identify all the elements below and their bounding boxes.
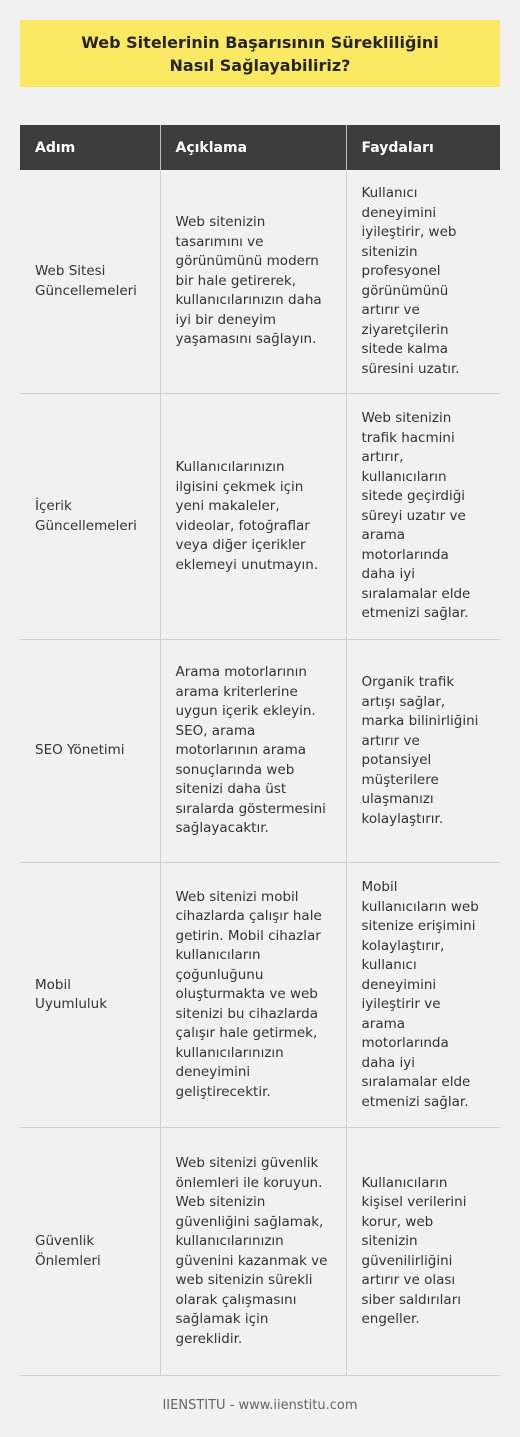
table-row [20,640,500,863]
table-row [20,394,500,640]
table-row [20,863,500,1128]
benefits-cell: Mobil kullanıcıların web sitenize erişimini kolaylaştırır, kullanıcı deneyimini iyileştirir ve arama motorlarında daha iyi sıralamalar elde etmenizi sağlar. [346,863,500,1128]
benefits-cell: Organik trafik artışı sağlar, marka bilinirliğini artırır ve potansiyel müşterilere ulaşmanızı kolaylaştırır. [346,640,500,863]
description-cell: Web sitenizi güvenlik önlemleri ile koruyun. Web sitenizin güvenliğini sağlamak, kullanıcılarınızın güvenini kazanmak ve web sitenizin sürekli olarak çalışmasını sağlamak için gereklidir. [160,1128,346,1376]
description-cell: Arama motorlarının arama kriterlerine uygun içerik ekleyin. SEO, arama motorlarının arama sonuçlarında web sitenizi daha üst sıralarda göstermesini sağlayacaktır. [160,640,346,863]
footer-credit: IIENSTITU - www.iienstitu.com [162,1398,358,1413]
description-cell: Web sitenizi mobil cihazlarda çalışır hale getirin. Mobil cihazlar kullanıcıların çoğunluğunu oluşturmakta ve web sitenizi bu cihazlarda çalışır hale getirmek, kullanıcılarınızın deneyimini geliştirecektir. [160,863,346,1128]
benefits-cell: Kullanıcı deneyimini iyileştirir, web sitenizin profesyonel görünümünü artırır ve ziyaretçilerin sitede kalma süresini uzatır. [346,170,500,394]
table-header-row [20,125,500,170]
step-cell: Web Sitesi Güncellemeleri [20,170,160,394]
column-header-step: Adım [20,125,160,170]
table-row [20,1128,500,1376]
step-cell: SEO Yönetimi [20,640,160,863]
column-header-benefits: Faydaları [346,125,500,170]
title-banner [20,20,500,87]
step-cell: Mobil Uyumluluk [20,863,160,1128]
column-header-description: Açıklama [160,125,346,170]
description-cell: Web sitenizin tasarımını ve görünümünü modern bir hale getirerek, kullanıcılarınızın daha iyi bir deneyim yaşamasını sağlayın. [160,170,346,394]
step-cell: Güvenlik Önlemleri [20,1128,160,1376]
benefits-cell: Kullanıcıların kişisel verilerini korur, web sitenizin güvenilirliğini artırır ve olası siber saldırıları engeller. [346,1128,500,1376]
benefits-cell: Web sitenizin trafik hacmini artırır, kullanıcıların sitede geçirdiği süreyi uzatır ve arama motorlarında daha iyi sıralamalar elde etmenizi sağlar. [346,394,500,640]
steps-table [20,125,500,1376]
page-title: Web Sitelerinin Başarısının Sürekliliğini Nasıl Sağlayabiliriz? [81,32,439,75]
description-cell: Kullanıcılarınızın ilgisini çekmek için yeni makaleler, videolar, fotoğraflar veya diğer içerikler eklemeyi unutmayın. [160,394,346,640]
step-cell: İçerik Güncellemeleri [20,394,160,640]
table-row [20,170,500,394]
